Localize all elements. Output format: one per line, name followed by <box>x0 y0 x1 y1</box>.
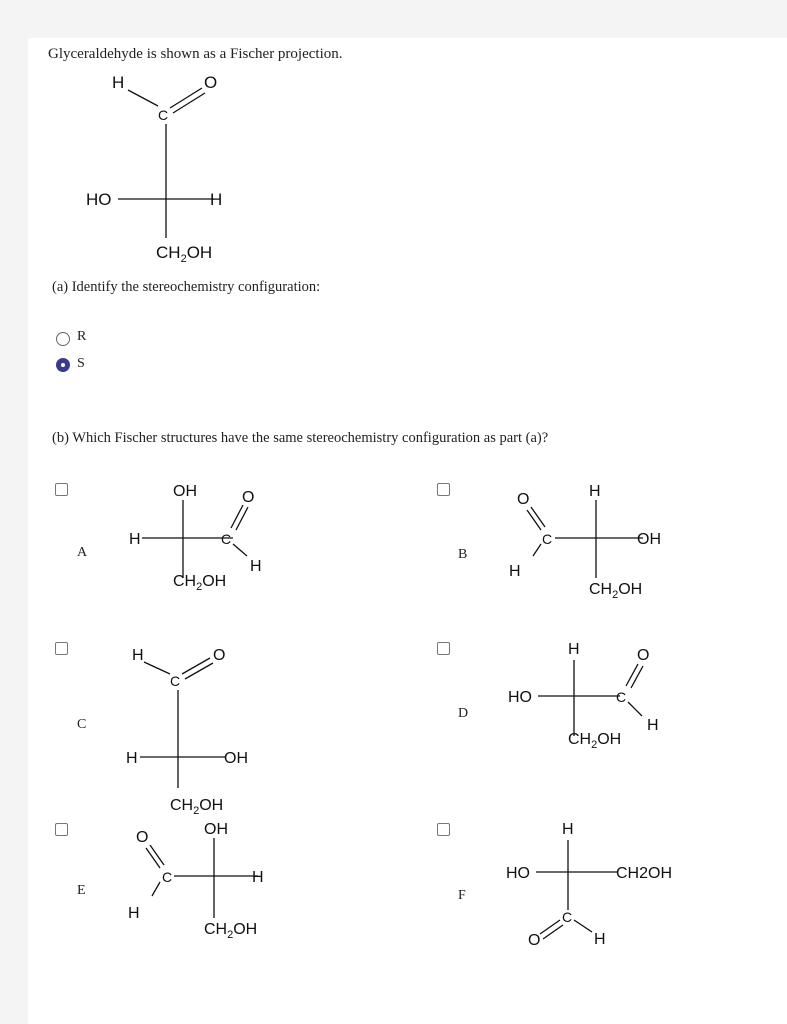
svg-text:HO: HO <box>508 689 532 706</box>
svg-text:O: O <box>637 647 650 664</box>
option-label-b: B <box>458 547 468 562</box>
structure-e <box>118 816 288 941</box>
svg-text:C: C <box>562 909 573 925</box>
svg-text:H: H <box>250 558 262 575</box>
question-card <box>28 38 787 1024</box>
checkbox-option-c[interactable] <box>55 642 68 655</box>
option-label-c: C <box>77 717 87 732</box>
svg-text:O: O <box>517 491 530 508</box>
svg-text:C: C <box>616 689 627 705</box>
svg-text:OH: OH <box>637 531 661 548</box>
svg-text:OH: OH <box>204 821 228 838</box>
option-label-e: E <box>77 883 86 898</box>
part-b-question: (b) Which Fischer structures have the same stereochemistry configuration as part (a)? <box>52 430 549 446</box>
question-prompt: Glyceraldehyde is shown as a Fischer projection. <box>48 46 343 62</box>
svg-text:CH2OH: CH2OH <box>616 865 673 882</box>
option-label-d: D <box>458 706 469 721</box>
radio-option-s[interactable] <box>56 358 70 372</box>
svg-text:C: C <box>221 531 232 547</box>
svg-text:H: H <box>128 905 140 922</box>
svg-text:CH2OH: $CH_2OH$ <box>170 797 224 817</box>
atom-ho: HO <box>86 190 112 209</box>
checkbox-option-b[interactable] <box>437 483 450 496</box>
svg-text:CH2OH: $CH_2OH$ <box>204 921 258 941</box>
svg-text:H: H <box>568 641 580 658</box>
atom-ch2oh: $CH_2OH$ <box>156 243 213 265</box>
option-label-f: F <box>458 888 466 903</box>
atom-h: H <box>210 190 223 209</box>
checkbox-option-e[interactable] <box>55 823 68 836</box>
option-label-s: S <box>77 356 85 371</box>
option-label-r: R <box>77 329 87 344</box>
part-a-question: (a) Identify the stereochemistry configuration: <box>52 279 321 295</box>
svg-text:O: O <box>136 829 149 846</box>
svg-text:CH2OH: $CH_2OH$ <box>589 581 643 601</box>
svg-text:C: C <box>542 531 553 547</box>
structure-b <box>503 478 693 601</box>
structure-f <box>506 818 706 958</box>
checkbox-option-a[interactable] <box>55 483 68 496</box>
radio-option-r[interactable] <box>56 332 70 346</box>
svg-text:OH: OH <box>173 483 197 500</box>
structure-d <box>506 636 696 776</box>
svg-text:H: H <box>126 750 138 767</box>
svg-text:C: C <box>170 673 181 689</box>
svg-text:C: C <box>162 869 173 885</box>
structure-a <box>123 478 293 598</box>
svg-text:H: H <box>132 647 144 664</box>
svg-text:CH2OH: $CH_2OH$ <box>568 731 622 751</box>
structure-c <box>126 638 296 817</box>
svg-text:H: H <box>129 531 141 548</box>
svg-text:HO: HO <box>506 865 530 882</box>
atom-c: C <box>158 107 169 123</box>
svg-text:O: O <box>242 489 255 506</box>
svg-text:O: O <box>528 932 541 949</box>
svg-text:H: H <box>594 931 606 948</box>
checkbox-option-d[interactable] <box>437 642 450 655</box>
glyceraldehyde-structure <box>78 68 278 265</box>
svg-text:CH2OH: $CH_2OH$ <box>173 573 227 593</box>
atom-o: O <box>204 73 218 92</box>
svg-text:H: H <box>647 717 659 734</box>
svg-text:H: H <box>589 483 601 500</box>
checkbox-option-f[interactable] <box>437 823 450 836</box>
option-label-a: A <box>77 545 88 560</box>
svg-text:OH: OH <box>224 750 248 767</box>
svg-text:H: H <box>509 563 521 580</box>
atom-h: H <box>112 73 125 92</box>
svg-text:H: H <box>562 821 574 838</box>
svg-text:O: O <box>213 647 226 664</box>
svg-text:H: H <box>252 869 264 886</box>
